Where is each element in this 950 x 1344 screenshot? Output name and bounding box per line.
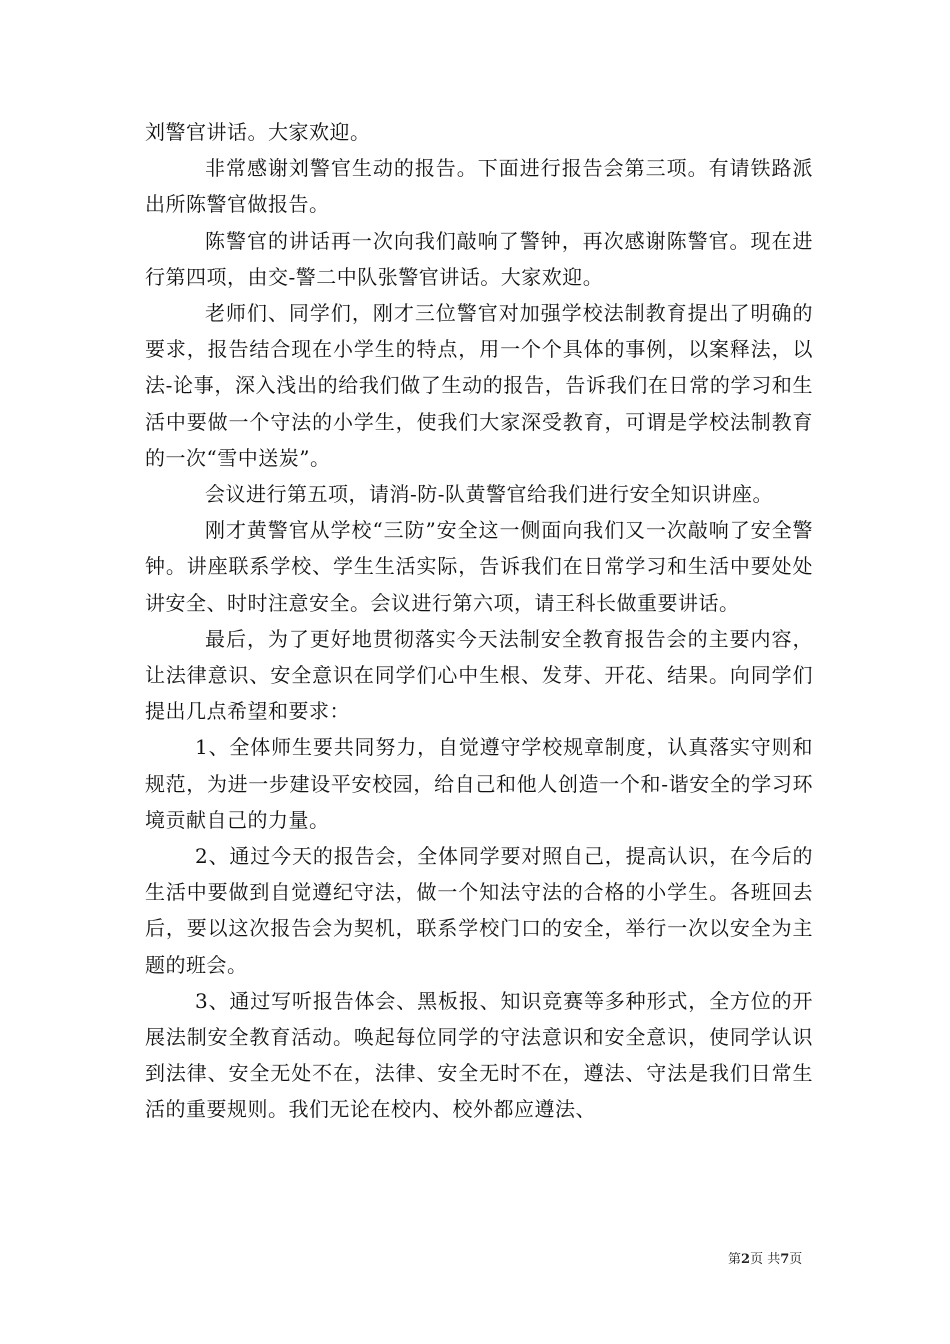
paragraph-continuation: 刘警官讲话。大家欢迎。 <box>145 120 371 144</box>
footer-prefix: 第 <box>728 1252 742 1267</box>
document-body <box>145 114 813 1128</box>
numbered-item-3: 3、通过写听报告体会、黑板报、知识竞赛等多种形式，全方位的开展法制安全教育活动。唤起每位同学的守法意识和安全意识，使同学认识到法律、安全无处不在，法律、安全无时不在，遵法、守法是我们日常生活的重要规则。我们无论在校内、校外都应遵法、 <box>145 988 813 1122</box>
paragraph: 刚才黄警官从学校“三防”安全这一侧面向我们又一次敲响了安全警钟。讲座联系学校、学生生活实际，告诉我们在日常学习和生活中要处处讲安全、时时注意安全。会议进行第六项，请王科长做重要讲话。 <box>145 518 813 615</box>
total-page-count: 7 <box>780 1252 790 1267</box>
footer-middle: 页 共 <box>750 1252 781 1267</box>
paragraph: 会议进行第五项，请消-防-队黄警官给我们进行安全知识讲座。 <box>205 482 774 507</box>
paragraph: 非常感谢刘警官生动的报告。下面进行报告会第三项。有请铁路派出所陈警官做报告。 <box>145 156 813 217</box>
numbered-item-1: 1、全体师生要共同努力，自觉遵守学校规章制度，认真落实守则和规范，为进一步建设平安校园，给自己和他人创造一个和-谐安全的学习环境贡献自己的力量。 <box>145 735 813 832</box>
paragraph: 最后，为了更好地贯彻落实今天法制安全教育报告会的主要内容，让法律意识、安全意识在同学们心中生根、发芽、开花、结果。向同学们提出几点希望和要求： <box>145 626 813 724</box>
footer-suffix: 页 <box>789 1252 803 1267</box>
paragraph: 老师们、同学们，刚才三位警官对加强学校法制教育提出了明确的要求，报告结合现在小学生的特点，用一个个具体的事例，以案释法，以法-论事，深入浅出的给我们做了生动的报告，告诉我们在日常的学习和生活中要做一个守法的小学生，使我们大家深受教育，可谓是学校法制教育的一次“雪中送炭”。 <box>145 301 813 470</box>
page-number-footer <box>728 1248 802 1267</box>
numbered-item-2: 2、通过今天的报告会，全体同学要对照自己，提高认识，在今后的生活中要做到自觉遵纪守法，做一个知法守法的合格的小学生。各班回去后，要以这次报告会为契机，联系学校门口的安全，举行一次以安全为主题的班会。 <box>145 844 813 977</box>
paragraph: 陈警官的讲话再一次向我们敲响了警钟，再次感谢陈警官。现在进行第四项，由交-警二中队张警官讲话。大家欢迎。 <box>145 228 813 289</box>
current-page-number: 2 <box>741 1252 751 1267</box>
